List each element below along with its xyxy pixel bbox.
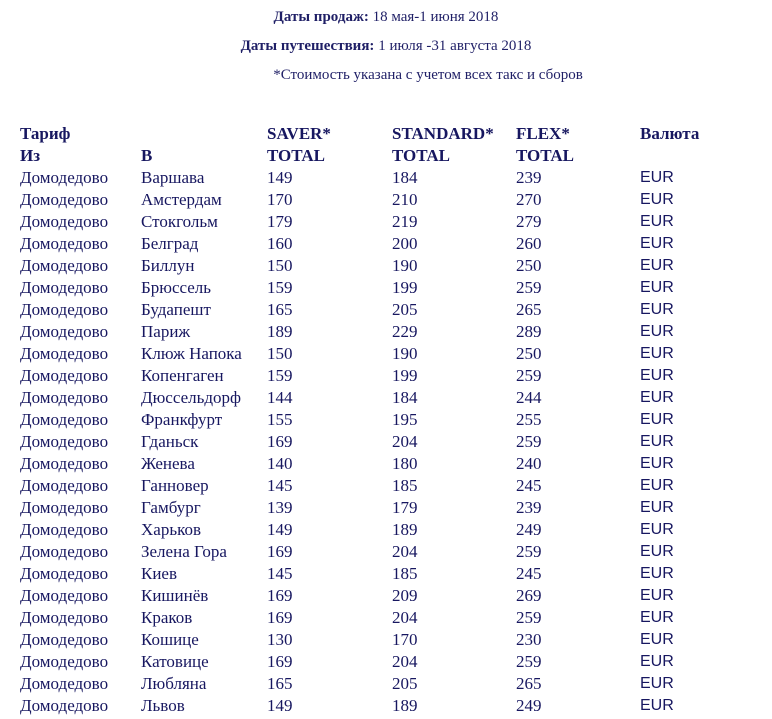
table-row bbox=[20, 585, 730, 607]
currency-cell: EUR bbox=[640, 697, 674, 714]
currency-cell: EUR bbox=[640, 455, 674, 472]
flex-price-cell: 250 bbox=[516, 344, 542, 363]
fares-table-body bbox=[20, 167, 730, 717]
standard-price-cell: 209 bbox=[392, 586, 418, 605]
origin-cell: Домодедово bbox=[20, 696, 109, 715]
destination-cell: Львов bbox=[141, 696, 185, 715]
table-row bbox=[20, 343, 730, 365]
origin-cell: Домодедово bbox=[20, 586, 109, 605]
destination-cell: Будапешт bbox=[141, 300, 211, 319]
flex-price-cell: 245 bbox=[516, 564, 542, 583]
flex-price-cell: 249 bbox=[516, 520, 542, 539]
header-row-1 bbox=[20, 123, 730, 145]
flex-price-cell: 239 bbox=[516, 168, 542, 187]
standard-price-cell: 204 bbox=[392, 608, 418, 627]
destination-cell: Амстердам bbox=[141, 190, 222, 209]
destination-cell: Клюж Напока bbox=[141, 344, 242, 363]
origin-cell: Домодедово bbox=[20, 168, 109, 187]
standard-price-cell: 190 bbox=[392, 344, 418, 363]
header-cell bbox=[640, 145, 730, 167]
destination-cell: Варшава bbox=[141, 168, 205, 187]
saver-price-cell: 130 bbox=[267, 630, 293, 649]
table-row bbox=[20, 189, 730, 211]
currency-cell: EUR bbox=[640, 257, 674, 274]
saver-price-cell: 169 bbox=[267, 542, 293, 561]
table-row bbox=[20, 409, 730, 431]
header-cell: В bbox=[141, 146, 153, 165]
flex-price-cell: 249 bbox=[516, 696, 542, 715]
currency-cell: EUR bbox=[640, 389, 674, 406]
saver-price-cell: 149 bbox=[267, 168, 293, 187]
table-row bbox=[20, 321, 730, 343]
saver-price-cell: 169 bbox=[267, 432, 293, 451]
origin-cell: Домодедово bbox=[20, 322, 109, 341]
header-cell: SAVER* bbox=[267, 124, 331, 143]
flex-price-cell: 244 bbox=[516, 388, 542, 407]
flex-price-cell: 265 bbox=[516, 674, 542, 693]
header-cell: STANDARD* bbox=[392, 124, 494, 143]
flex-price-cell: 279 bbox=[516, 212, 542, 231]
destination-cell: Стокгольм bbox=[141, 212, 218, 231]
flex-price-cell: 240 bbox=[516, 454, 542, 473]
saver-price-cell: 165 bbox=[267, 300, 293, 319]
origin-cell: Домодедово bbox=[20, 212, 109, 231]
saver-price-cell: 140 bbox=[267, 454, 293, 473]
currency-cell: EUR bbox=[640, 433, 674, 450]
flex-price-cell: 259 bbox=[516, 652, 542, 671]
flex-price-cell: 259 bbox=[516, 278, 542, 297]
table-row bbox=[20, 299, 730, 321]
saver-price-cell: 159 bbox=[267, 278, 293, 297]
saver-price-cell: 150 bbox=[267, 256, 293, 275]
table-row bbox=[20, 233, 730, 255]
standard-price-cell: 205 bbox=[392, 300, 418, 319]
fares-table bbox=[20, 123, 730, 717]
destination-cell: Копенгаген bbox=[141, 366, 224, 385]
flex-price-cell: 269 bbox=[516, 586, 542, 605]
flex-price-cell: 270 bbox=[516, 190, 542, 209]
currency-cell: EUR bbox=[640, 191, 674, 208]
header-cell: TOTAL bbox=[516, 146, 574, 165]
saver-price-cell: 160 bbox=[267, 234, 293, 253]
destination-cell: Франкфурт bbox=[141, 410, 223, 429]
saver-price-cell: 179 bbox=[267, 212, 293, 231]
header-cell: Из bbox=[20, 146, 41, 165]
destination-cell: Ганновер bbox=[141, 476, 209, 495]
header-cell: FLEX* bbox=[516, 124, 570, 143]
sales-dates-label: Даты продаж: bbox=[273, 9, 369, 25]
header-cell: Тариф bbox=[20, 124, 71, 143]
destination-cell: Краков bbox=[141, 608, 193, 627]
standard-price-cell: 204 bbox=[392, 432, 418, 451]
origin-cell: Домодедово bbox=[20, 388, 109, 407]
saver-price-cell: 165 bbox=[267, 674, 293, 693]
currency-cell: EUR bbox=[640, 169, 674, 186]
table-row bbox=[20, 673, 730, 695]
origin-cell: Домодедово bbox=[20, 190, 109, 209]
header-cell: TOTAL bbox=[392, 146, 450, 165]
currency-cell: EUR bbox=[640, 653, 674, 670]
header-cell: TOTAL bbox=[267, 146, 325, 165]
currency-cell: EUR bbox=[640, 279, 674, 296]
currency-cell: EUR bbox=[640, 565, 674, 582]
flex-price-cell: 259 bbox=[516, 542, 542, 561]
destination-cell: Кишинёв bbox=[141, 586, 209, 605]
standard-price-cell: 219 bbox=[392, 212, 418, 231]
origin-cell: Домодедово bbox=[20, 674, 109, 693]
flex-price-cell: 260 bbox=[516, 234, 542, 253]
table-row bbox=[20, 167, 730, 189]
origin-cell: Домодедово bbox=[20, 410, 109, 429]
currency-cell: EUR bbox=[640, 301, 674, 318]
destination-cell: Киев bbox=[141, 564, 178, 583]
currency-cell: EUR bbox=[640, 345, 674, 362]
saver-price-cell: 155 bbox=[267, 410, 293, 429]
standard-price-cell: 170 bbox=[392, 630, 418, 649]
flex-price-cell: 239 bbox=[516, 498, 542, 517]
origin-cell: Домодедово bbox=[20, 432, 109, 451]
destination-cell: Зелена Гора bbox=[141, 542, 227, 561]
destination-cell: Женева bbox=[141, 454, 195, 473]
standard-price-cell: 199 bbox=[392, 366, 418, 385]
destination-cell: Гамбург bbox=[141, 498, 201, 517]
currency-cell: EUR bbox=[640, 609, 674, 626]
saver-price-cell: 189 bbox=[267, 322, 293, 341]
origin-cell: Домодедово bbox=[20, 520, 109, 539]
origin-cell: Домодедово bbox=[20, 234, 109, 253]
standard-price-cell: 184 bbox=[392, 168, 418, 187]
currency-cell: EUR bbox=[640, 499, 674, 516]
standard-price-cell: 185 bbox=[392, 564, 418, 583]
standard-price-cell: 205 bbox=[392, 674, 418, 693]
origin-cell: Домодедово bbox=[20, 366, 109, 385]
standard-price-cell: 185 bbox=[392, 476, 418, 495]
saver-price-cell: 169 bbox=[267, 652, 293, 671]
sales-dates-value: 18 мая-1 июня 2018 bbox=[372, 9, 499, 25]
table-row bbox=[20, 629, 730, 651]
table-row bbox=[20, 453, 730, 475]
standard-price-cell: 179 bbox=[392, 498, 418, 517]
origin-cell: Домодедово bbox=[20, 564, 109, 583]
standard-price-cell: 180 bbox=[392, 454, 418, 473]
table-row bbox=[20, 519, 730, 541]
standard-price-cell: 210 bbox=[392, 190, 418, 209]
saver-price-cell: 139 bbox=[267, 498, 293, 517]
saver-price-cell: 170 bbox=[267, 190, 293, 209]
travel-dates-value: 1 июля -31 августа 2018 bbox=[378, 38, 532, 54]
saver-price-cell: 169 bbox=[267, 586, 293, 605]
price-note: *Стоимость указана с учетом всех такс и сборов bbox=[273, 67, 583, 83]
flex-price-cell: 255 bbox=[516, 410, 542, 429]
destination-cell: Париж bbox=[141, 322, 191, 341]
origin-cell: Домодедово bbox=[20, 652, 109, 671]
destination-cell: Биллун bbox=[141, 256, 195, 275]
origin-cell: Домодедово bbox=[20, 476, 109, 495]
table-row bbox=[20, 563, 730, 585]
currency-cell: EUR bbox=[640, 213, 674, 230]
saver-price-cell: 169 bbox=[267, 608, 293, 627]
currency-cell: EUR bbox=[640, 521, 674, 538]
table-row bbox=[20, 497, 730, 519]
saver-price-cell: 159 bbox=[267, 366, 293, 385]
table-row bbox=[20, 277, 730, 299]
destination-cell: Гданьск bbox=[141, 432, 199, 451]
currency-cell: EUR bbox=[640, 675, 674, 692]
origin-cell: Домодедово bbox=[20, 454, 109, 473]
currency-cell: EUR bbox=[640, 323, 674, 340]
currency-cell: EUR bbox=[640, 543, 674, 560]
standard-price-cell: 200 bbox=[392, 234, 418, 253]
table-row bbox=[20, 211, 730, 233]
standard-price-cell: 195 bbox=[392, 410, 418, 429]
origin-cell: Домодедово bbox=[20, 278, 109, 297]
saver-price-cell: 145 bbox=[267, 564, 293, 583]
currency-cell: EUR bbox=[640, 477, 674, 494]
destination-cell: Кошице bbox=[141, 630, 199, 649]
table-row bbox=[20, 387, 730, 409]
fares-table-header bbox=[20, 123, 730, 167]
saver-price-cell: 150 bbox=[267, 344, 293, 363]
header-row-2 bbox=[20, 145, 730, 167]
saver-price-cell: 144 bbox=[267, 388, 293, 407]
header-cell: Валюта bbox=[640, 124, 700, 143]
standard-price-cell: 189 bbox=[392, 696, 418, 715]
currency-cell: EUR bbox=[640, 411, 674, 428]
currency-cell: EUR bbox=[640, 587, 674, 604]
destination-cell: Дюссельдорф bbox=[141, 388, 242, 407]
flex-price-cell: 289 bbox=[516, 322, 542, 341]
table-row bbox=[20, 475, 730, 497]
saver-price-cell: 149 bbox=[267, 520, 293, 539]
origin-cell: Домодедово bbox=[20, 608, 109, 627]
flex-price-cell: 259 bbox=[516, 366, 542, 385]
destination-cell: Харьков bbox=[141, 520, 201, 539]
destination-cell: Белград bbox=[141, 234, 199, 253]
standard-price-cell: 190 bbox=[392, 256, 418, 275]
sales-dates-line bbox=[0, 8, 772, 26]
origin-cell: Домодедово bbox=[20, 630, 109, 649]
destination-cell: Катовице bbox=[141, 652, 209, 671]
travel-dates-label: Даты путешествия: bbox=[240, 38, 375, 54]
flex-price-cell: 259 bbox=[516, 432, 542, 451]
saver-price-cell: 145 bbox=[267, 476, 293, 495]
saver-price-cell: 149 bbox=[267, 696, 293, 715]
origin-cell: Домодедово bbox=[20, 542, 109, 561]
currency-cell: EUR bbox=[640, 631, 674, 648]
origin-cell: Домодедово bbox=[20, 300, 109, 319]
standard-price-cell: 199 bbox=[392, 278, 418, 297]
origin-cell: Домодедово bbox=[20, 256, 109, 275]
table-row bbox=[20, 541, 730, 563]
origin-cell: Домодедово bbox=[20, 344, 109, 363]
destination-cell: Любляна bbox=[141, 674, 207, 693]
flex-price-cell: 250 bbox=[516, 256, 542, 275]
table-row bbox=[20, 695, 730, 717]
origin-cell: Домодедово bbox=[20, 498, 109, 517]
currency-cell: EUR bbox=[640, 235, 674, 252]
standard-price-cell: 189 bbox=[392, 520, 418, 539]
standard-price-cell: 229 bbox=[392, 322, 418, 341]
flex-price-cell: 259 bbox=[516, 608, 542, 627]
standard-price-cell: 184 bbox=[392, 388, 418, 407]
flex-price-cell: 265 bbox=[516, 300, 542, 319]
header-cell bbox=[141, 123, 267, 145]
flex-price-cell: 245 bbox=[516, 476, 542, 495]
currency-cell: EUR bbox=[640, 367, 674, 384]
standard-price-cell: 204 bbox=[392, 542, 418, 561]
flex-price-cell: 230 bbox=[516, 630, 542, 649]
destination-cell: Брюссель bbox=[141, 278, 212, 297]
table-row bbox=[20, 651, 730, 673]
travel-dates-line bbox=[0, 37, 772, 55]
table-row bbox=[20, 431, 730, 453]
table-row bbox=[20, 365, 730, 387]
standard-price-cell: 204 bbox=[392, 652, 418, 671]
table-row bbox=[20, 255, 730, 277]
table-row bbox=[20, 607, 730, 629]
